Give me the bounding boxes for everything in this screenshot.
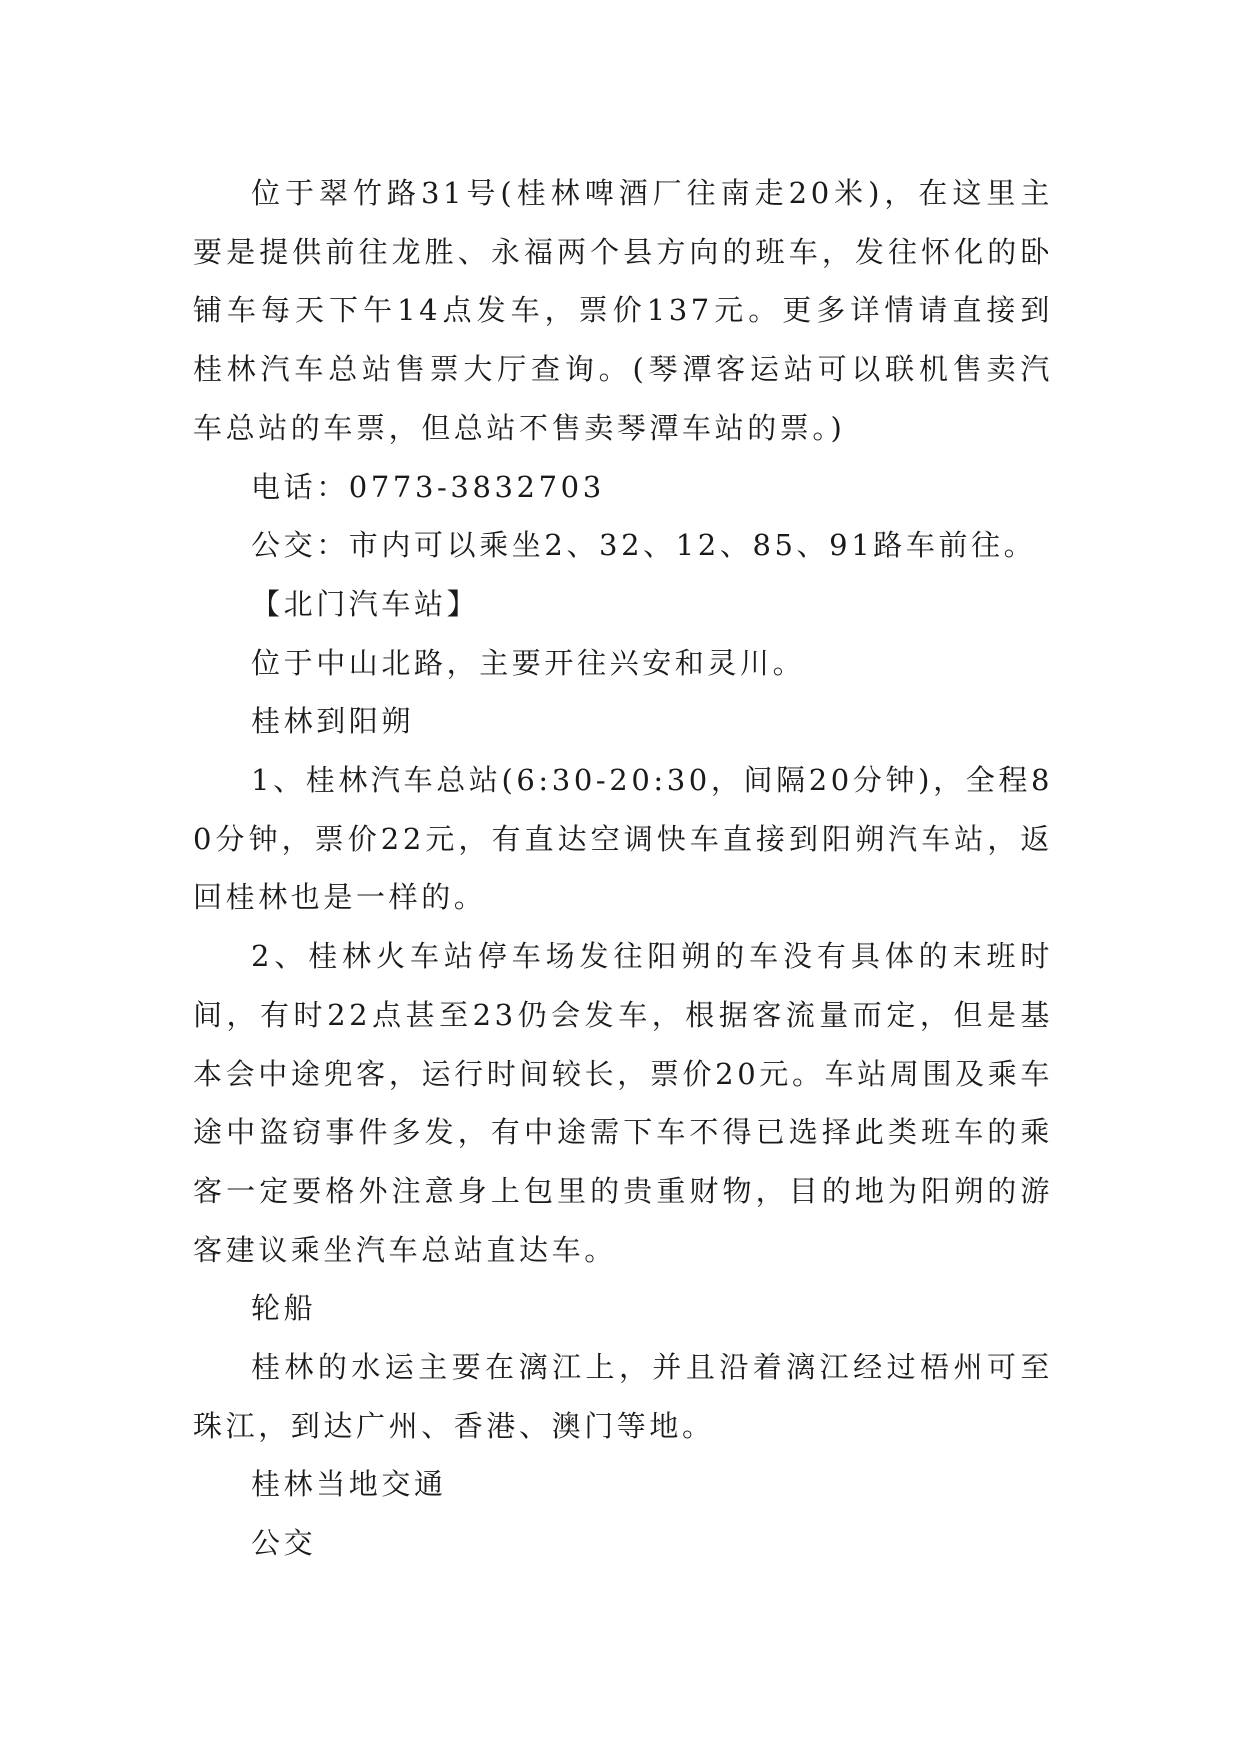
heading-local-transport: 桂林当地交通 bbox=[251, 1467, 447, 1502]
paragraph-beimen-location: 位于中山北路，主要开往兴安和灵川。 bbox=[251, 645, 806, 680]
paragraph-option-2: 2、桂林火车站停车场发往阳朔的车没有具体的末班时间，有时22点甚至23仍会发车，根据客流量而定，但是基本会中途兜客，运行时间较长，票价20元。车站周围及乘车途中盗窃事件多发，有中途需下车不得已选择此类班车的乘客一定要格外注意身上包里的贵重财物，目的地为阳朔的游客建议乘坐汽车总站直达车。 bbox=[193, 939, 1053, 1267]
paragraph-water-transport: 桂林的水运主要在漓江上，并且沿着漓江经过梧州可至珠江，到达广州、香港、澳门等地。 bbox=[193, 1350, 1053, 1443]
document-page bbox=[193, 164, 1053, 1573]
heading-guilin-to-yangshuo: 桂林到阳朔 bbox=[251, 704, 415, 739]
paragraph-zhongshan-station: 位于翠竹路31号(桂林啤酒厂往南走20米)，在这里主要是提供前往龙胜、永福两个县方向的班车，发往怀化的卧铺车每天下午14点发车，票价137元。更多详情请直接到桂林汽车总站售票大厅查询。(琴潭客运站可以联机售卖汽车总站的车票，但总站不售卖琴潭车站的票。) bbox=[193, 176, 1053, 445]
heading-bus: 公交 bbox=[251, 1526, 317, 1561]
heading-ship: 轮船 bbox=[251, 1291, 317, 1326]
paragraph-phone: 电话：0773-3832703 bbox=[251, 469, 605, 504]
paragraph-option-1: 1、桂林汽车总站(6:30-20:30，间隔20分钟)，全程80分钟，票价22元，有直达空调快车直接到阳朔汽车站，返回桂林也是一样的。 bbox=[193, 763, 1053, 915]
heading-beimen-station: 【北门汽车站】 bbox=[251, 586, 480, 621]
paragraph-bus-routes: 公交：市内可以乘坐2、32、12、85、91路车前往。 bbox=[251, 528, 1037, 563]
